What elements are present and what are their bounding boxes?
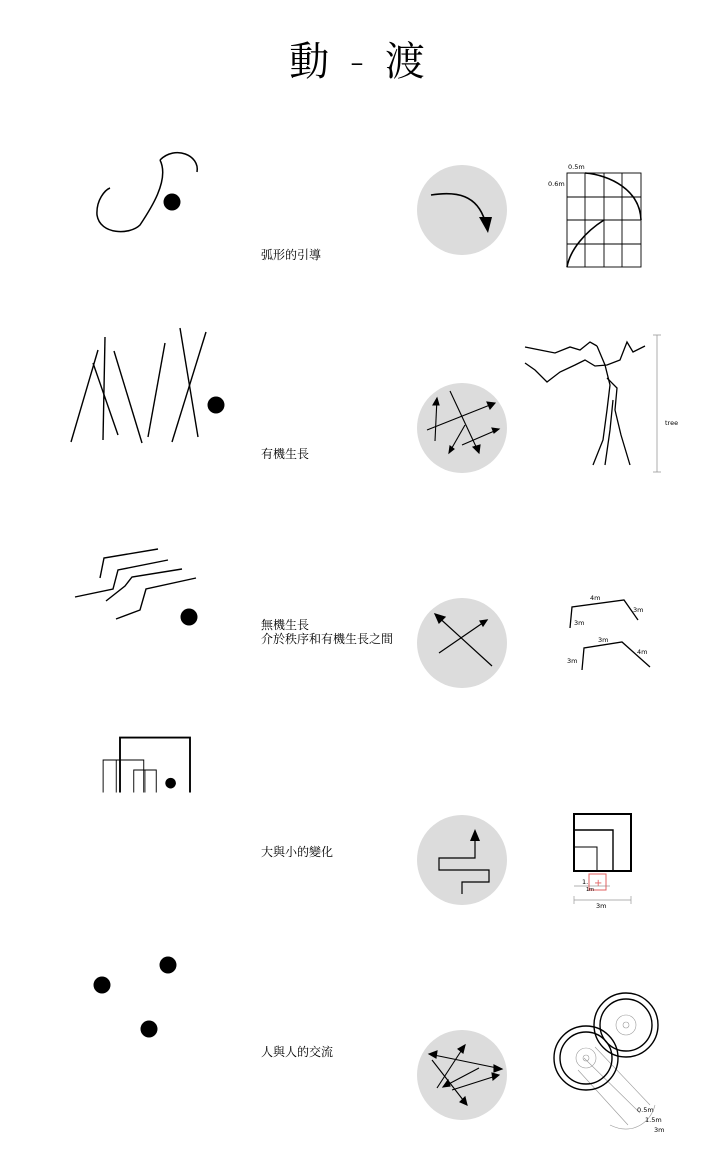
dim-label: 0.6m: [548, 180, 565, 188]
row-label: 弧形的引導: [261, 248, 322, 262]
grid-plan: [540, 160, 660, 280]
nested-square-plan: [565, 810, 665, 910]
dim-label: 3m: [598, 636, 609, 644]
row-label: 有機生長: [261, 447, 310, 461]
dim-label: 3m: [574, 619, 585, 627]
dim-label: 3m: [654, 1126, 665, 1134]
zigzag-lines-diagram: [60, 540, 240, 700]
dim-label: 3m: [596, 902, 607, 910]
multi-arrows-icon: [417, 1030, 507, 1120]
row-label: 大與小的變化: [261, 845, 334, 859]
organic-lines-diagram: [60, 325, 240, 485]
row-label-block: [261, 618, 393, 646]
dim-label: 1.: [582, 878, 589, 886]
row-arc-guidance: [0, 150, 718, 350]
tree-sketch: [525, 330, 679, 480]
dim-label: 0.5m: [568, 163, 585, 171]
concentric-circles-plan: [550, 995, 670, 1140]
dim-label: 1m: [586, 887, 595, 893]
row-label: 無機生長: [261, 618, 310, 632]
zigzag-dimension-plan: [560, 590, 680, 680]
arc-arrow-icon: [417, 165, 507, 255]
arc-diagram: [60, 150, 240, 310]
dim-label: 1.5m: [645, 1116, 662, 1124]
dim-label: 4m: [590, 594, 601, 602]
nested-frames-diagram: [60, 735, 240, 835]
dim-label: 4m: [637, 648, 648, 656]
row-human-interaction: [0, 950, 718, 1150]
dim-label: 3m: [567, 657, 578, 665]
row-inorganic-growth: [0, 540, 718, 740]
three-dots-diagram: [60, 950, 240, 1110]
add-icon: +: [594, 878, 603, 889]
dim-label: 0.5m: [637, 1106, 654, 1114]
path-arrow-icon: [417, 815, 507, 905]
dim-label: tree: [665, 419, 679, 427]
row-label: 人與人的交流: [261, 1045, 334, 1059]
row-scale-variation: [0, 735, 718, 935]
scatter-arrows-icon: [417, 383, 507, 473]
row-organic-growth: [0, 325, 718, 525]
row-label: 介於秩序和有機生長之間: [261, 632, 394, 646]
page-title: 動 - 渡: [289, 39, 429, 85]
cross-arrows-icon: [417, 598, 507, 688]
dim-label: 3m: [633, 606, 644, 614]
